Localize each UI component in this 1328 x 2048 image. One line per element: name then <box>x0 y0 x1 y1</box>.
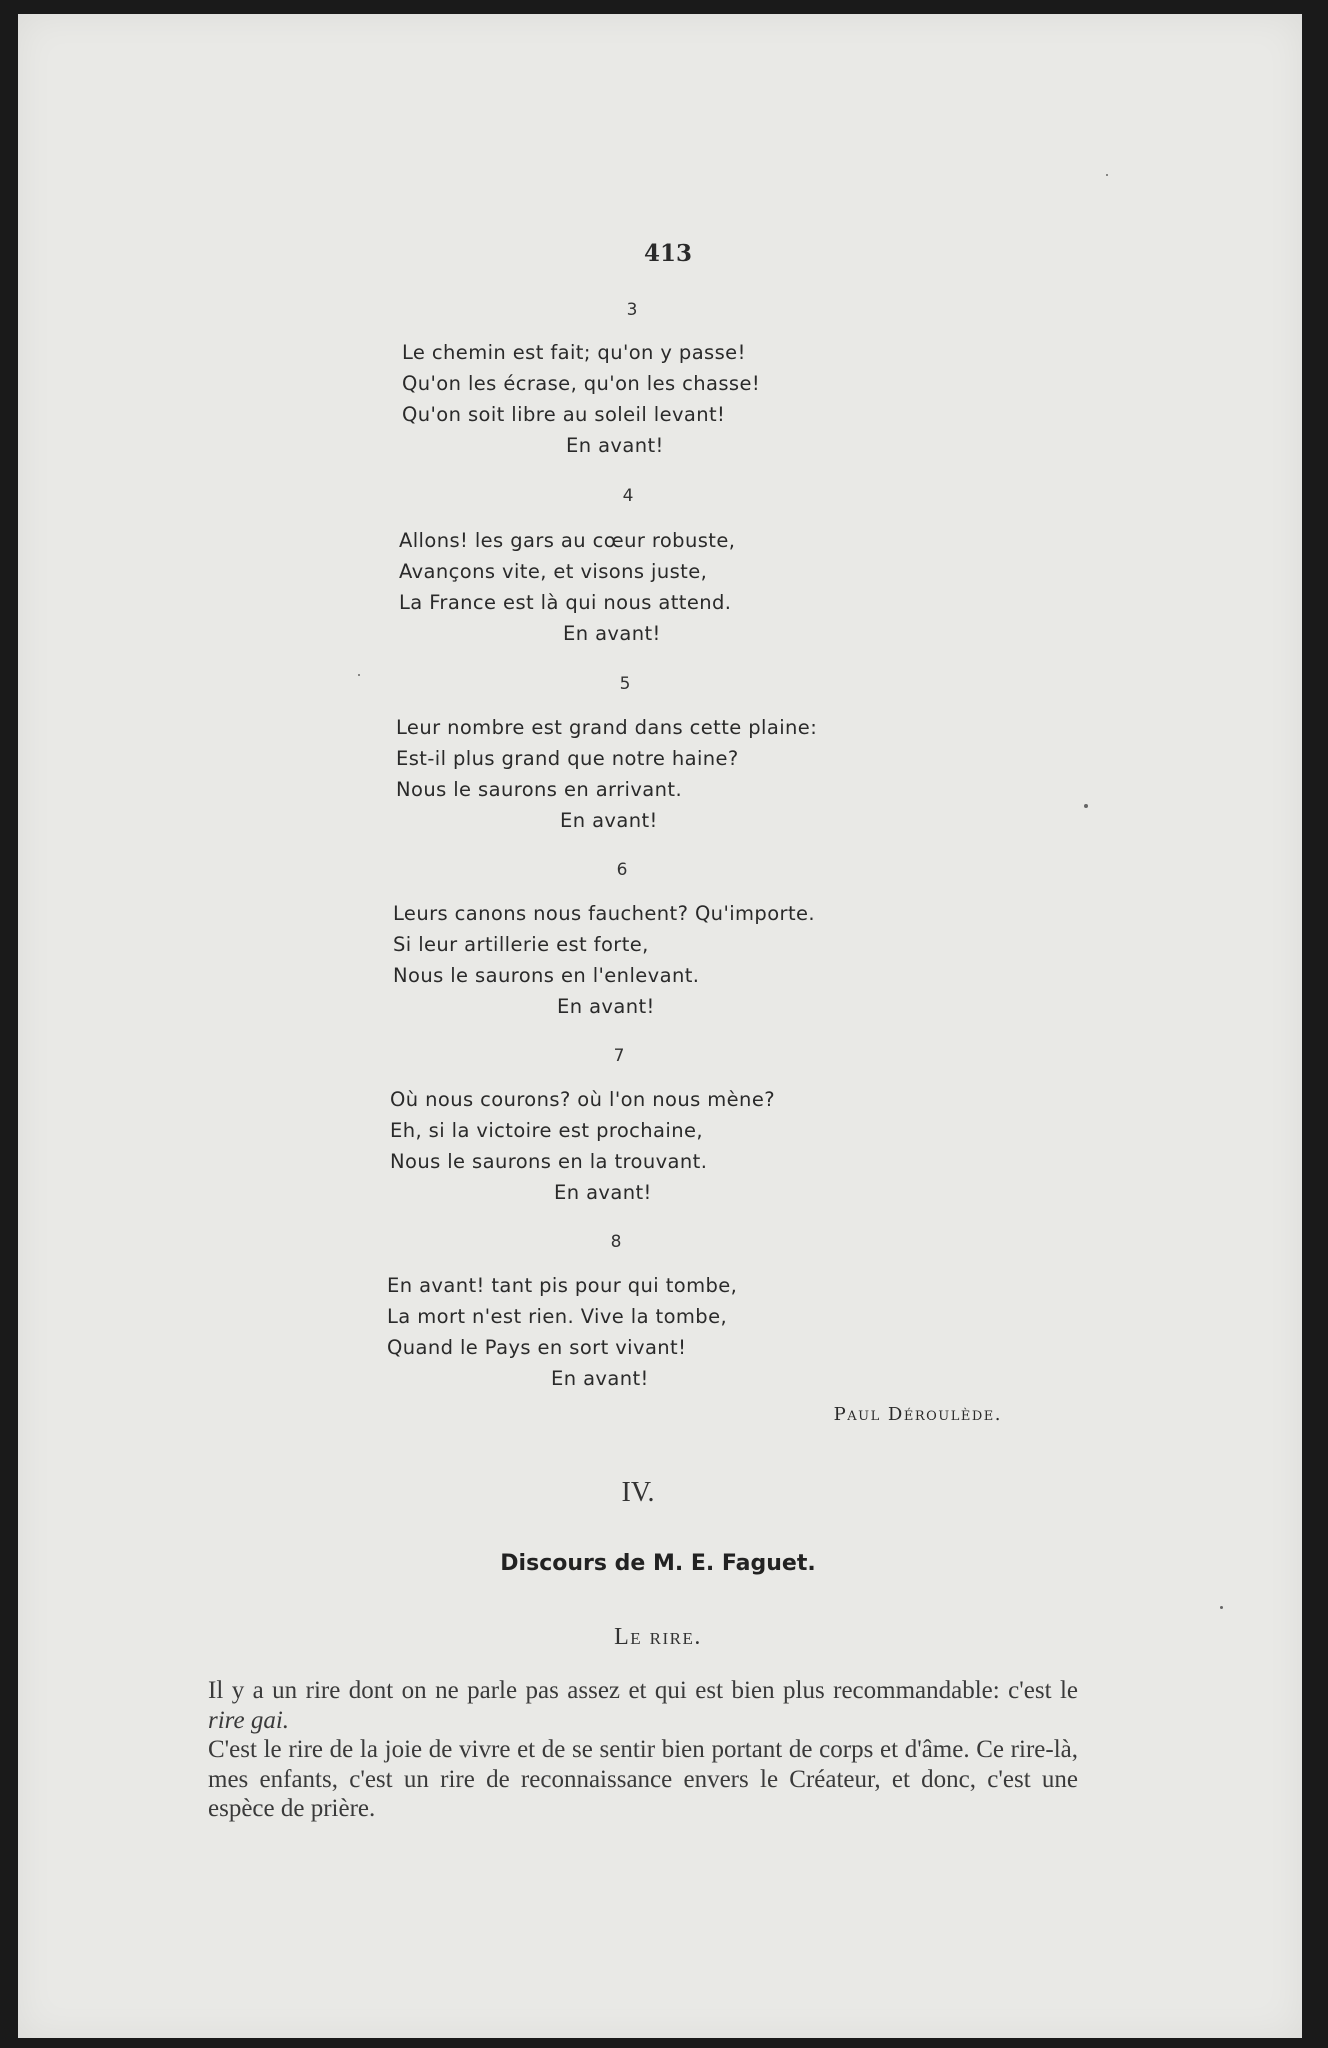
scan-speck <box>1084 804 1088 808</box>
scan-speck <box>1106 174 1108 176</box>
verse-line: Le chemin est fait; qu'on y passe! <box>402 341 746 364</box>
verse-line: Quand le Pays en sort vivant! <box>387 1336 687 1359</box>
verse-line: Nous le saurons en la trouvant. <box>390 1150 708 1173</box>
prose-paragraph: C'est le rire de la joie de vivre et de se sentir bien portant de corps et d'âme. Ce rire-là, mes enfants, c'est un rire de reconnaissance envers le Créateur, et donc, c'est une espèce de prière. <box>208 1736 1078 1822</box>
stanza-number: 4 <box>622 486 634 506</box>
scan-speck <box>358 674 360 676</box>
verse-line: Qu'on soit libre au soleil levant! <box>402 403 726 426</box>
stanza-number: 7 <box>613 1046 625 1066</box>
page-number: 413 <box>643 240 692 267</box>
verse-line: Nous le saurons en l'enlevant. <box>393 964 700 987</box>
prose-text: Il y a un rire dont on ne parle pas assez et qui est bien plus recommandable: c'est le <box>208 1677 1078 1704</box>
prose-paragraph <box>208 1676 1078 1735</box>
section-number: IV. <box>621 1477 655 1508</box>
verse-line: Si leur artillerie est forte, <box>393 933 649 956</box>
verse-line: La France est là qui nous attend. <box>399 591 732 614</box>
stanza-number: 8 <box>610 1232 622 1252</box>
refrain-line: En avant! <box>554 1181 652 1204</box>
refrain-line: En avant! <box>560 809 658 832</box>
verse-line: En avant! tant pis pour qui tombe, <box>387 1274 738 1297</box>
poet-signature: Paul Déroulède. <box>833 1404 1002 1425</box>
stanza-number: 6 <box>616 860 628 880</box>
verse-line: Leurs canons nous fauchent? Qu'importe. <box>393 902 815 925</box>
verse-line: Où nous courons? où l'on nous mène? <box>390 1088 775 1111</box>
verse-line: Nous le saurons en arrivant. <box>396 778 683 801</box>
stanza-number: 5 <box>619 674 631 694</box>
scan-speck <box>1220 1606 1223 1609</box>
refrain-line: En avant! <box>551 1367 649 1390</box>
stanza-number: 3 <box>626 300 638 320</box>
verse-line: Leur nombre est grand dans cette plaine: <box>396 716 818 739</box>
book-page <box>18 14 1302 2038</box>
verse-line: Allons! les gars au cœur robuste, <box>399 529 736 552</box>
prose-italic: rire gai. <box>208 1706 290 1734</box>
refrain-line: En avant! <box>566 434 664 457</box>
verse-line: Qu'on les écrase, qu'on les chasse! <box>402 372 761 395</box>
verse-line: Avançons vite, et visons juste, <box>399 560 708 583</box>
section-subtitle: Le rire. <box>614 1624 702 1650</box>
refrain-line: En avant! <box>557 995 655 1018</box>
verse-line: Est-il plus grand que notre haine? <box>396 747 739 770</box>
refrain-line: En avant! <box>563 622 661 645</box>
verse-line: Eh, si la victoire est prochaine, <box>390 1119 703 1142</box>
section-title: Discours de M. E. Faguet. <box>500 1551 816 1576</box>
verse-line: La mort n'est rien. Vive la tombe, <box>387 1305 728 1328</box>
prose-body <box>208 1676 1078 1824</box>
